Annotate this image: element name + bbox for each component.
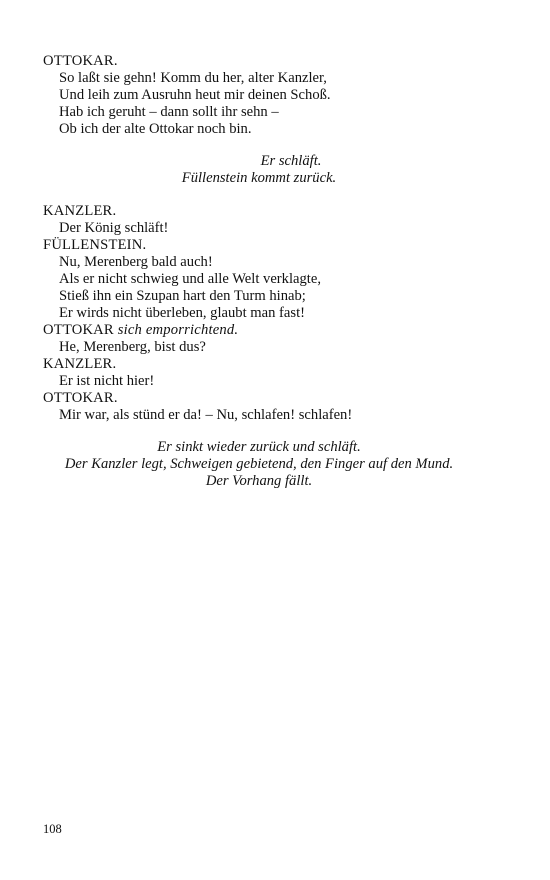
verse-line: Er wirds nicht überleben, glaubt man fast! xyxy=(59,305,305,321)
speaker-ottokar: OTTOKAR. xyxy=(43,390,118,406)
verse-line: So laßt sie gehn! Komm du her, alter Kanzler, xyxy=(59,70,327,86)
verse-line: Stieß ihn ein Szupan hart den Turm hinab; xyxy=(59,288,306,304)
speaker-direction: sich emporrichtend. xyxy=(117,322,239,338)
stage-direction: Er schläft. xyxy=(260,153,322,169)
speaker-kanzler: KANZLER. xyxy=(43,356,117,372)
verse-line: Er ist nicht hier! xyxy=(59,373,155,389)
verse-line: Mir war, als stünd er da! – Nu, schlafen! schlafen! xyxy=(59,407,353,423)
stage-direction: Füllenstein kommt zurück. xyxy=(181,170,337,186)
verse-line: Und leih zum Ausruhn heut mir deinen Schoß. xyxy=(59,87,331,103)
speaker-kanzler: KANZLER. xyxy=(43,203,117,219)
stage-direction: Er sinkt wieder zurück und schläft. xyxy=(157,439,361,455)
speaker-fuellenstein: FÜLLENSTEIN. xyxy=(43,237,147,253)
verse-line: Hab ich geruht – dann sollt ihr sehn – xyxy=(59,104,279,120)
speaker-ottokar xyxy=(43,322,238,339)
verse-line: Nu, Merenberg bald auch! xyxy=(59,254,213,270)
verse-line: Ob ich der alte Ottokar noch bin. xyxy=(59,121,252,137)
verse-line: Der König schläft! xyxy=(59,220,169,236)
speaker-name: OTTOKAR xyxy=(43,322,114,338)
page-number: 108 xyxy=(43,822,62,836)
verse-line: He, Merenberg, bist dus? xyxy=(59,339,206,355)
speaker-ottokar: OTTOKAR. xyxy=(43,53,118,69)
stage-direction: Der Kanzler legt, Schweigen gebietend, den Finger auf den Mund. xyxy=(64,456,454,472)
verse-line: Als er nicht schwieg und alle Welt verklagte, xyxy=(59,271,321,287)
stage-direction: Der Vorhang fällt. xyxy=(205,473,313,489)
